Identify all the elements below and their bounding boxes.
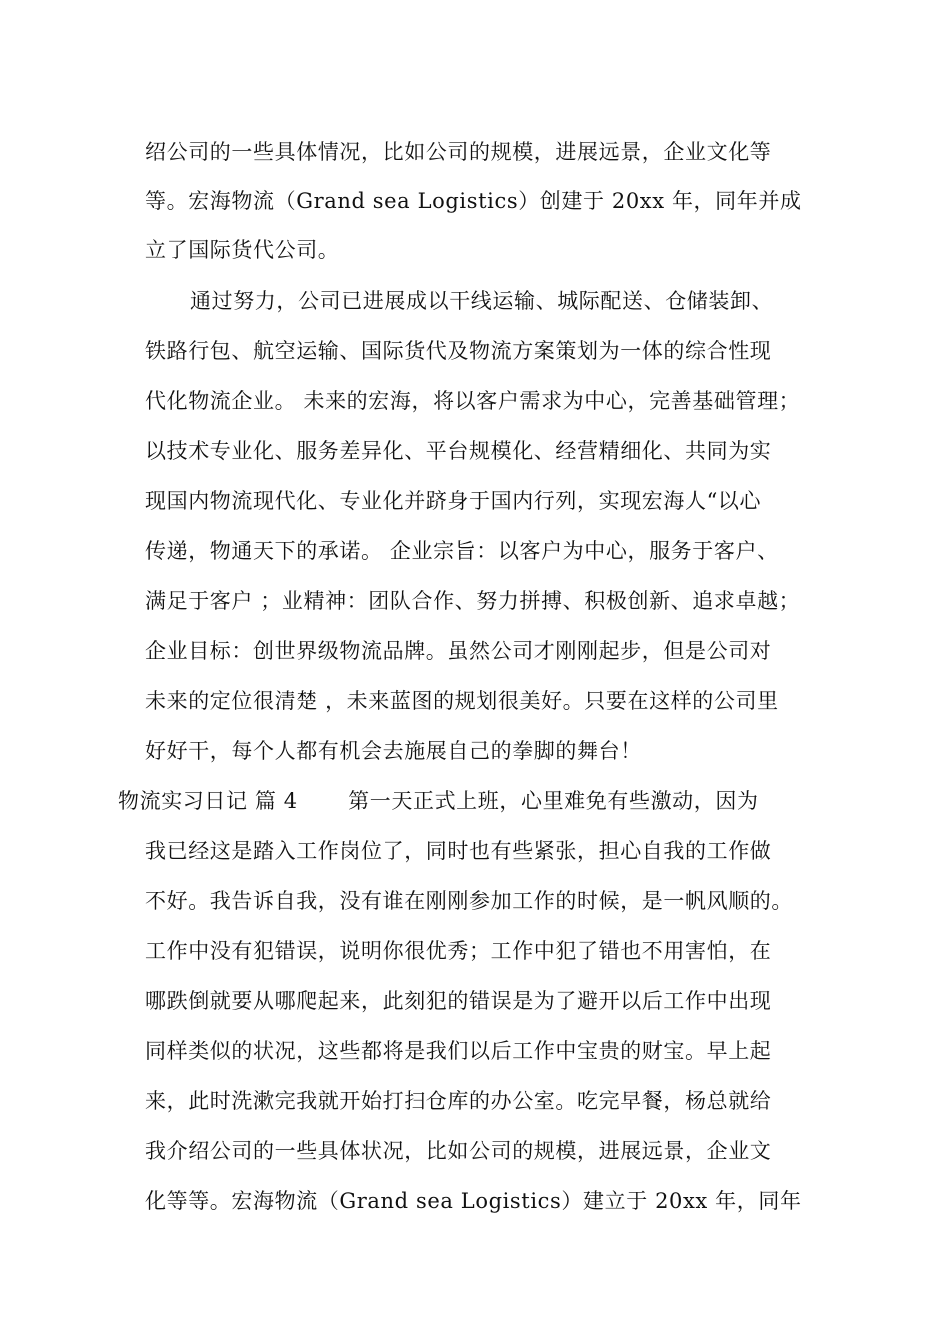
text-line: 同样类似的状况，这些都将是我们以后工作中宝贵的财宝。早上起: [145, 1039, 772, 1063]
text-line: 不好。我告诉自我，没有谁在刚刚参加工作的时候，是一帆风顺的。: [145, 889, 793, 913]
text-line: 好好干，每个人都有机会去施展自己的拳脚的舞台！: [145, 739, 642, 763]
text-line: 绍公司的一些具体情况，比如公司的规模，进展远景，企业文化等: [145, 140, 772, 164]
text-line: 我已经这是踏入工作岗位了，同时也有些紧张，担心自我的工作做: [145, 839, 772, 863]
text-line: 铁路行包、航空运输、国际货代及物流方案策划为一体的综合性现: [145, 339, 772, 363]
text-line: 代化物流企业。 未来的宏海，将以客户需求为中心，完善基础管理；: [145, 389, 801, 413]
section-heading-line: 物流实习日记 篇 4 第一天正式上班，心里难免有些激动，因为: [118, 789, 759, 813]
text-line: 传递，物通天下的承诺。 企业宗旨：以客户为中心，服务于客户、: [145, 539, 779, 563]
text-line: 满足于客户 ；业精神：团队合作、努力拼搏、积极创新、追求卓越；: [145, 589, 801, 613]
text-line: 企业目标：创世界级物流品牌。虽然公司才刚刚起步，但是公司对: [145, 639, 772, 663]
text-line: 立了国际货代公司。: [145, 238, 340, 262]
paragraph-first-line: 通过努力，公司已进展成以干线运输、城际配送、仓储装卸、: [190, 289, 774, 313]
text-line: 以技术专业化、服务差异化、平台规模化、经营精细化、共同为实: [145, 439, 772, 463]
text-line: 未来的定位很清楚 ，未来蓝图的规划很美好。只要在这样的公司里: [145, 689, 779, 713]
text-line: 哪跌倒就要从哪爬起来，此刻犯的错误是为了避开以后工作中出现: [145, 989, 772, 1013]
text-line: 现国内物流现代化、专业化并跻身于国内行列，实现宏海人“以心: [145, 489, 762, 513]
text-line: 工作中没有犯错误，说明你很优秀；工作中犯了错也不用害怕，在: [145, 939, 772, 963]
text-line: 等。宏海物流（Grand sea Logistics）创建于 20xx 年，同年并成: [145, 189, 802, 213]
text-line: 化等等。宏海物流（Grand sea Logistics）建立于 20xx 年，同年: [145, 1189, 802, 1213]
text-line: 我介绍公司的一些具体状况，比如公司的规模，进展远景，企业文: [145, 1139, 772, 1163]
text-line: 来，此时洗漱完我就开始打扫仓库的办公室。吃完早餐，杨总就给: [145, 1089, 772, 1113]
